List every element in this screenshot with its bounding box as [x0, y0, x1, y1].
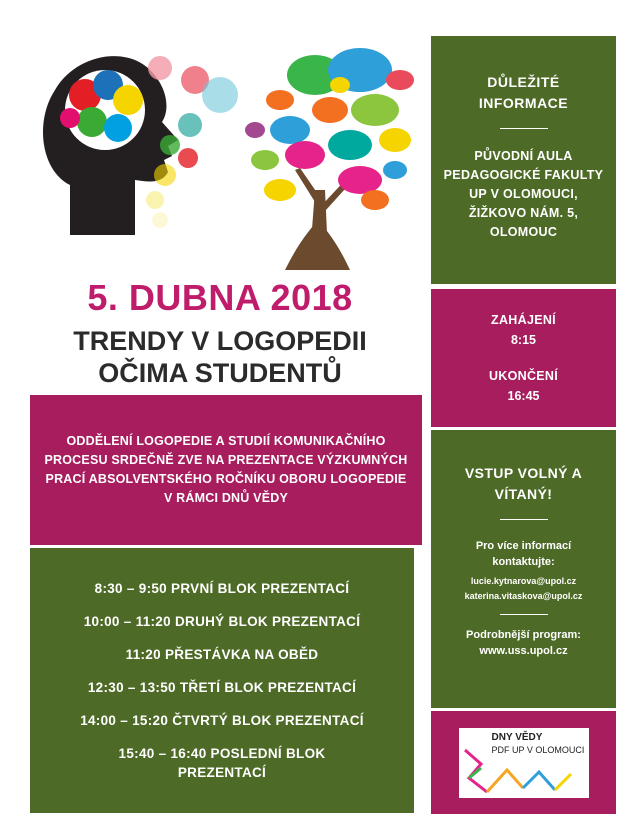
schedule-item: 10:00 – 11:20 DRUHÝ BLOK PREZENTACÍ — [83, 614, 361, 629]
logo-panel — [431, 711, 616, 814]
start-label: ZAHÁJENÍ — [491, 313, 556, 327]
start-time: 8:15 — [510, 333, 537, 347]
schedule-item: 11:20 PŘESTÁVKA NA OBĚD — [125, 647, 319, 662]
dny-vedy-logo — [459, 728, 589, 798]
contact-intro: Pro více informací kontaktujte: — [475, 540, 572, 568]
event-date: 5. DUBNA 2018 — [87, 277, 353, 318]
invitation-panel — [30, 395, 422, 545]
divider — [500, 614, 548, 615]
event-title — [20, 325, 420, 389]
divider — [500, 519, 548, 520]
important-info-panel — [431, 36, 616, 284]
contact-panel — [431, 430, 616, 708]
program-label: Podrobnější program: — [466, 629, 581, 641]
event-title-line-1: TRENDY V LOGOPEDII — [73, 326, 367, 356]
divider — [500, 128, 548, 129]
schedule-item: 14:00 – 15:20 ČTVRTÝ BLOK PREZENTACÍ — [80, 713, 364, 728]
info-heading: DŮLEŽITÉ INFORMACE — [478, 74, 569, 111]
illustration — [30, 40, 420, 280]
schedule-item: 8:30 – 9:50 PRVNÍ BLOK PREZENTACÍ — [94, 581, 350, 596]
logo-subtitle: PDF UP V OLOMOUCI — [491, 744, 585, 755]
event-title-line-2: OČIMA STUDENTŮ — [98, 358, 342, 388]
program-link[interactable]: www.uss.upol.cz — [479, 645, 568, 657]
invitation-text: ODDĚLENÍ LOGOPEDIE A STUDIÍ KOMUNIKAČNÍHO PROCESU SRDEČNĚ ZVE NA PREZENTACE VÝZKUMNÝCH PRACÍ ABSOLVENTSKÉHO ROČNÍKU OBORU LOGOPEDIE V RÁMCI DNŮ VĚDY — [44, 434, 408, 505]
speech-tree-icon — [245, 48, 414, 270]
end-time: 16:45 — [507, 389, 540, 403]
times-panel — [431, 289, 616, 427]
end-label: UKONČENÍ — [488, 369, 559, 383]
schedule-item: 15:40 – 16:40 POSLEDNÍ BLOK PREZENTACÍ — [118, 746, 326, 780]
schedule-panel — [30, 548, 414, 813]
free-entry-text: VSTUP VOLNÝ A VÍTANÝ! — [464, 465, 583, 502]
schedule-item: 12:30 – 13:50 TŘETÍ BLOK PREZENTACÍ — [87, 680, 357, 695]
logo-title: DNY VĚDY — [491, 731, 543, 743]
venue-address: PŮVODNÍ AULA PEDAGOGICKÉ FAKULTY UP V OLOMOUCI, ŽIŽKOVO NÁM. 5, OLOMOUC — [443, 149, 604, 239]
contact-email[interactable]: katerina.vitaskova@upol.cz — [464, 591, 583, 601]
contact-email[interactable]: lucie.kytnarova@upol.cz — [470, 576, 577, 586]
